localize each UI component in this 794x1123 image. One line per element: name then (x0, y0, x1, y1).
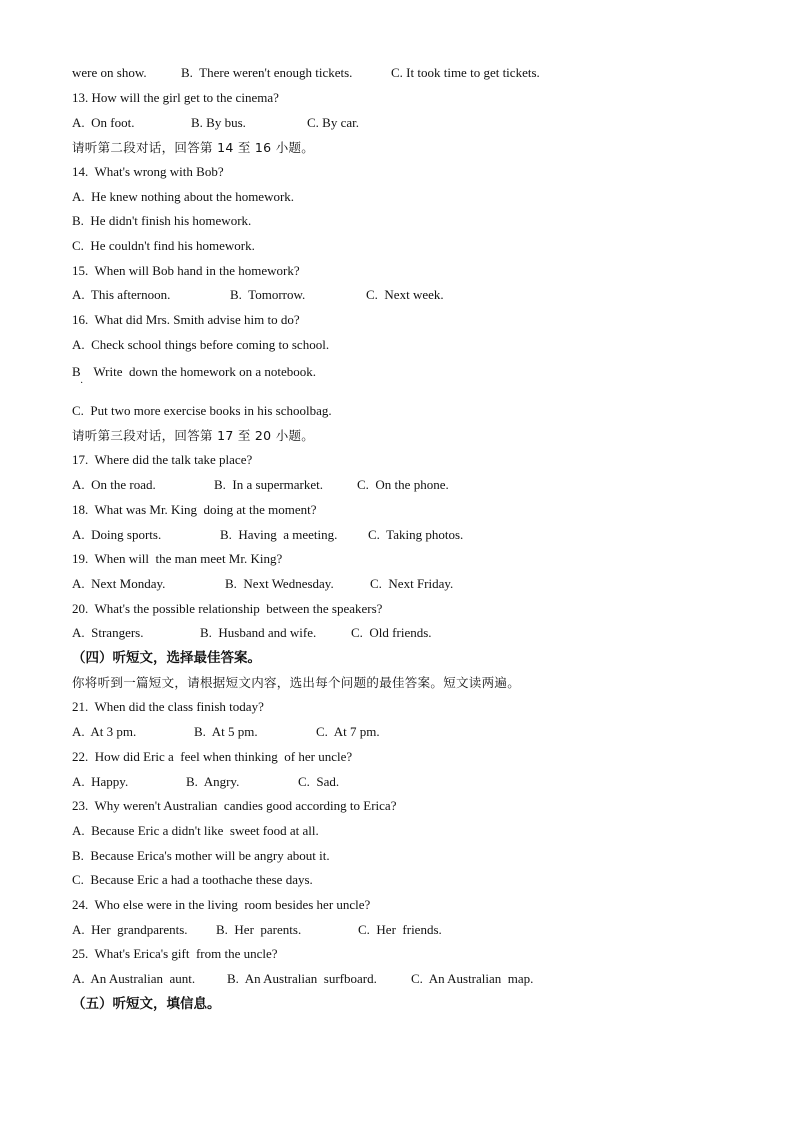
q23-option-a: A. Because Eric a didn't like sweet food at all. (72, 823, 319, 838)
question-13: 13. How will the girl get to the cinema? (72, 90, 279, 105)
q17-option-a: A. On the road. (72, 477, 156, 492)
q12-option-b: B. There weren't enough tickets. (181, 65, 353, 80)
q19-option-b: B. Next Wednesday. (225, 576, 334, 591)
q17-options (72, 476, 449, 494)
question-14: 14. What's wrong with Bob? (72, 164, 224, 179)
q16-option-b: B Write down the homework on a notebook. (72, 364, 317, 379)
q25-option-a: A. An Australian aunt. (72, 971, 196, 986)
q21-option-c: C. At 7 pm. (316, 724, 380, 739)
q21-options (72, 723, 380, 741)
stray-dot-mark: · (80, 378, 84, 389)
q19-options (72, 575, 454, 593)
dialogue-2-instruction: 请听第二段对话，回答第 14 至 16 小题。 (72, 140, 315, 155)
q21-option-a: A. At 3 pm. (72, 724, 137, 739)
question-20: 20. What's the possible relationship between the speakers? (72, 601, 383, 616)
q24-option-b: B. Her parents. (216, 922, 302, 937)
section-4-heading: （四）听短文，选择最佳答案。 (72, 650, 261, 666)
question-19: 19. When will the man meet Mr. King? (72, 551, 283, 566)
q25-option-b: B. An Australian surfboard. (227, 971, 377, 986)
q13-options (72, 114, 359, 132)
q12-options (72, 64, 540, 82)
q22-option-a: A. Happy. (72, 774, 129, 789)
q18-option-b: B. Having a meeting. (220, 527, 338, 542)
q12-option-c: C. It took time to get tickets. (391, 65, 540, 80)
q16-option-c: C. Put two more exercise books in his schoolbag. (72, 403, 332, 418)
question-25: 25. What's Erica's gift from the uncle? (72, 946, 278, 961)
q23-option-c: C. Because Eric a had a toothache these days. (72, 872, 313, 887)
q14-option-a: A. He knew nothing about the homework. (72, 189, 295, 204)
q15-option-c: C. Next week. (366, 287, 444, 302)
q14-option-b: B. He didn't finish his homework. (72, 213, 252, 228)
q13-option-b: B. By bus. (191, 115, 246, 130)
q21-option-b: B. At 5 pm. (194, 724, 258, 739)
q18-option-c: C. Taking photos. (368, 527, 464, 542)
q20-option-b: B. Husband and wife. (200, 625, 317, 640)
q15-option-b: B. Tomorrow. (230, 287, 306, 302)
q20-option-a: A. Strangers. (72, 625, 144, 640)
question-17: 17. Where did the talk take place? (72, 452, 253, 467)
q20-option-c: C. Old friends. (351, 625, 432, 640)
q13-option-a: A. On foot. (72, 115, 135, 130)
q12-option-a-tail: were on show. (72, 65, 147, 80)
q19-option-a: A. Next Monday. (72, 576, 166, 591)
q24-option-a: A. Her grandparents. (72, 922, 188, 937)
q23-option-b: B. Because Erica's mother will be angry about it. (72, 848, 330, 863)
q18-options (72, 526, 464, 544)
question-16: 16. What did Mrs. Smith advise him to do? (72, 312, 300, 327)
q24-option-c: C. Her friends. (358, 922, 442, 937)
q24-options (72, 921, 442, 939)
q17-option-b: B. In a supermarket. (214, 477, 324, 492)
q22-option-b: B. Angry. (186, 774, 240, 789)
question-18: 18. What was Mr. King doing at the moment? (72, 502, 317, 517)
q19-option-c: C. Next Friday. (370, 576, 454, 591)
question-22: 22. How did Eric a feel when thinking of her uncle? (72, 749, 353, 764)
q17-option-c: C. On the phone. (357, 477, 449, 492)
question-23: 23. Why weren't Australian candies good according to Erica? (72, 798, 397, 813)
question-24: 24. Who else were in the living room besides her uncle? (72, 897, 371, 912)
q18-option-a: A. Doing sports. (72, 527, 162, 542)
question-21: 21. When did the class finish today? (72, 699, 264, 714)
q15-option-a: A. This afternoon. (72, 287, 171, 302)
q15-options (72, 286, 444, 304)
section-4-instruction: 你将听到一篇短文，请根据短文内容，选出每个问题的最佳答案。短文读两遍。 (72, 675, 521, 690)
q22-options (72, 773, 340, 791)
q22-option-c: C. Sad. (298, 774, 340, 789)
q16-option-a: A. Check school things before coming to school. (72, 337, 330, 352)
q14-option-c: C. He couldn't find his homework. (72, 238, 255, 253)
q13-option-c: C. By car. (307, 115, 359, 130)
question-15: 15. When will Bob hand in the homework? (72, 263, 300, 278)
dialogue-3-instruction: 请听第三段对话，回答第 17 至 20 小题。 (72, 428, 315, 443)
section-5-heading: （五）听短文，填信息。 (72, 996, 221, 1012)
q20-options (72, 624, 432, 642)
q25-options (72, 970, 534, 988)
q25-option-c: C. An Australian map. (411, 971, 534, 986)
